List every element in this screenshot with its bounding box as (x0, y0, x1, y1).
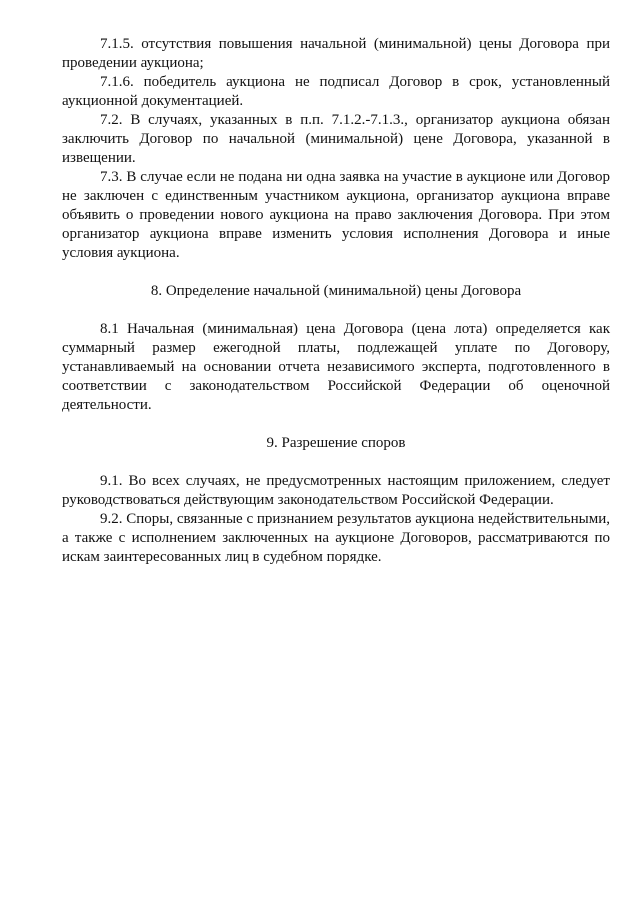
paragraph-8-1: 8.1 Начальная (минимальная) цена Договора (цена лота) определяется как суммарный размер ежегодной платы, подлежащей уплате по Договору, устанавливаемый на основании отчета независимого эксперта, подготовленного в соответствии с законодательством Российской Федерации об оценочной деятельности. (62, 321, 610, 413)
section-9-heading: 9. Разрешение споров (266, 435, 406, 451)
paragraph-9-2: 9.2. Споры, связанные с признанием результатов аукциона недействительными, а также с исполнением заключенных на аукционе Договоров, рассматриваются по искам заинтересованных лиц в судебном порядке. (62, 511, 610, 565)
document-page (62, 35, 610, 567)
paragraph-7-1-6: 7.1.6. победитель аукциона не подписал Договор в срок, установленный аукционной документацией. (62, 74, 610, 109)
section-8-heading: 8. Определение начальной (минимальной) цены Договора (150, 283, 522, 299)
paragraph-7-2: 7.2. В случаях, указанных в п.п. 7.1.2.-7.1.3., организатор аукциона обязан заключить Договор по начальной (минимальной) цене Договора, указанной в извещении. (62, 112, 610, 166)
paragraph-7-1-5: 7.1.5. отсутствия повышения начальной (минимальной) цены Договора при проведении аукциона; (62, 36, 610, 71)
paragraph-9-1: 9.1. Во всех случаях, не предусмотренных настоящим приложением, следует руководствоваться действующим законодательством Российской Федерации. (62, 473, 610, 508)
paragraph-7-3: 7.3. В случае если не подана ни одна заявка на участие в аукционе или Договор не заключен с единственным участником аукциона, организатор аукциона вправе объявить о проведении нового аукциона на право заключения Договора. При этом организатор аукциона вправе изменить условия исполнения Договора и иные условия аукциона. (62, 169, 610, 261)
